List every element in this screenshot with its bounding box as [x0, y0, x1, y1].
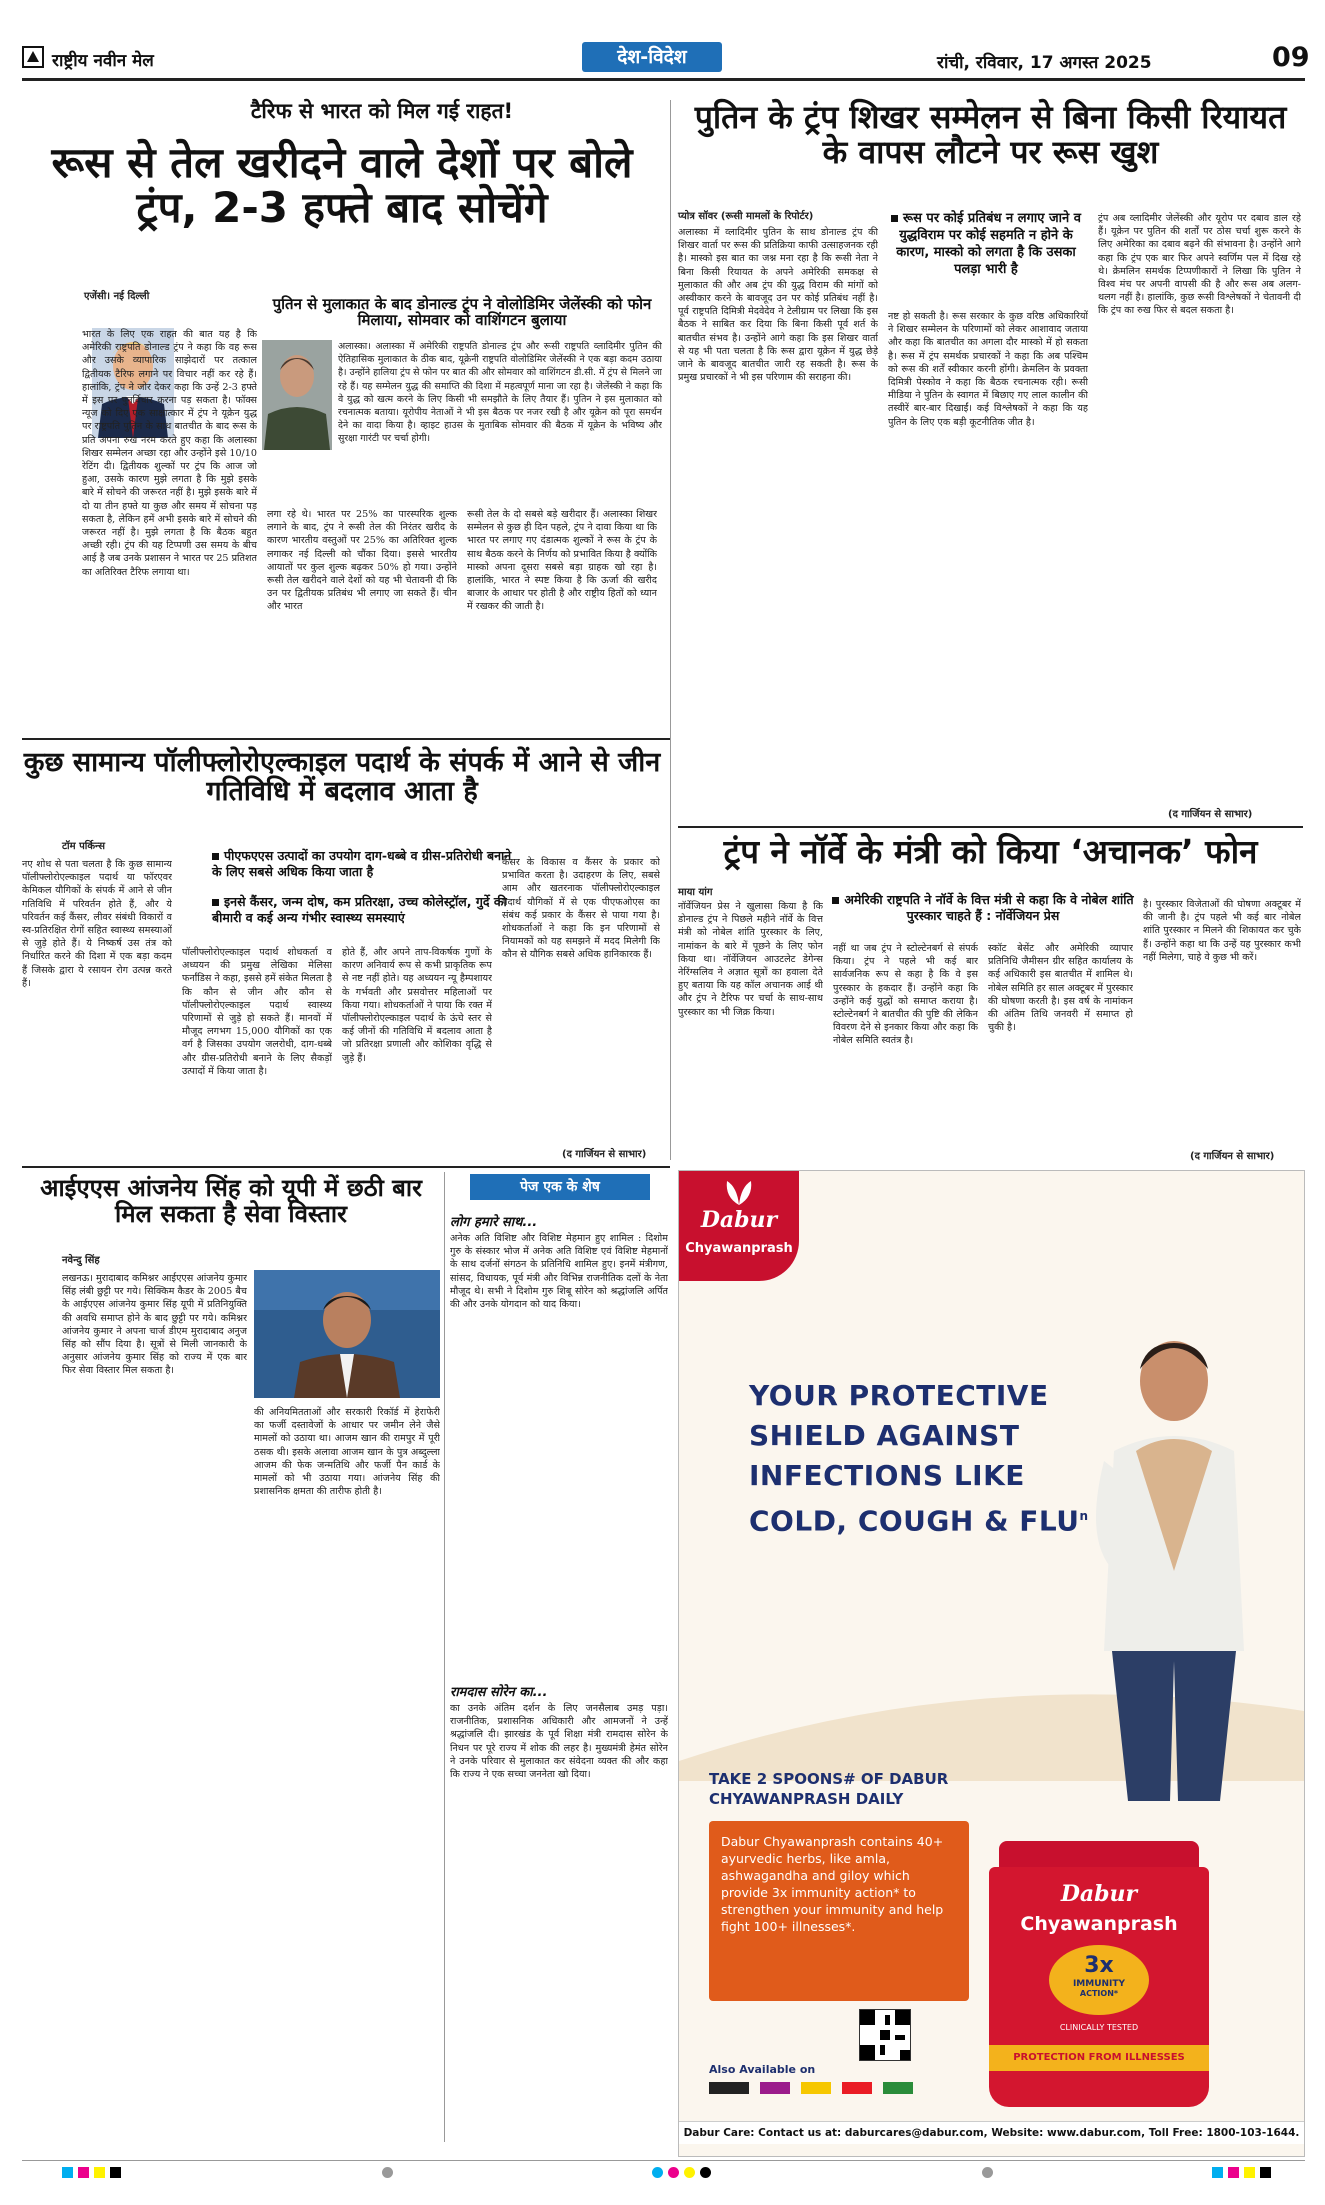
story4-col3: स्कॉट बेसेंट और अमेरिकी व्यापार प्रतिनिधि जैमीसन ग्रीर सहित कार्यालय के कई अधिकारी इस बातचीत में शामिल थे। नोबेल समिति हर साल अक्टूबर में पुरस्कार की घोषणा करती है। इस वर्ष के नामांकन की अंतिम तिथि जनवरी में समाप्त हो चुकी है।: [988, 943, 1133, 1034]
ref2-title: रामदास सोरेन का...: [450, 1685, 548, 1700]
sidebar-title: पुतिन से मुलाकात के बाद डोनाल्ड ट्रंप ने वोलोडिमिर जेलेंस्की को फोन मिलाया, सोमवार को वाशिंगटन बुलाया: [272, 295, 652, 330]
story1-kicker: टैरिफ से भारत को मिल गई राहत!: [250, 99, 514, 123]
story2-headline: पुतिन के ट्रंप शिखर सम्मेलन से बिना किसी रियायत के वापस लौटने पर रूस खुश: [694, 98, 1287, 171]
story3-col3: होते हैं, और अपने ताप-विकर्षक गुणों के कारण अनिवार्य रूप से कभी प्राकृतिक रूप से नष्ट नहीं होते। यह अध्ययन न्यू हैम्पशायर के गर्भवती और प्रसवोत्तर महिलाओं पर किया गया। शोधकर्ताओं ने पाया कि रक्त में पॉलीफ्लोरोएल्काइल पदार्थ के ऊंचे स्तर से कई जीनों की गतिविधि में बदलाव आता है जो प्रतिरक्षा प्रणाली और कोशिका वृद्धि से जुड़े हैं।: [342, 947, 492, 1064]
ad-footer-text: Dabur Care: Contact us at: daburcares@dabur.com, Website: www.dabur.com, Toll Free: 1800-103-1644.: [683, 2127, 1300, 2139]
story-russia-oil: [22, 100, 662, 730]
story-norway-call: [678, 832, 1303, 1162]
story-ias-extension: [22, 1172, 440, 2142]
story5-headline: आईएएस आंजनेय सिंह को यूपी में छठी बार मिल सकता है सेवा विस्तार: [40, 1174, 422, 1228]
ad-tagline: [749, 1376, 1109, 1541]
story2-col2: नष्ट हो सकती है। रूस सरकार के कुछ वरिष्ठ अधिकारियों ने शिखर सम्मेलन के परिणामों को लेकर आशावाद जताया और कहा कि बातचीत का अगला दौर मास्को में हो सकता है। रूस में ट्रंप समर्थक प्रचारकों ने कहा कि अब पश्चिम को रूस की शर्तें स्वीकार करनी होंगी। क्रेमलिन के प्रवक्ता दिमित्री पेस्कोव ने कहा कि बैठक रचनात्मक रही। रूसी मीडिया ने पुतिन के स्वागत में बिछाए गए लाल कालीन की तस्वीरें बार-बार दिखाईं। कई विश्लेषकों ने कहा कि यह पुतिन के लिए एक बड़ी कूटनीतिक जीत है।: [888, 311, 1088, 428]
ad-tagline-text: YOUR PROTECTIVE SHIELD AGAINST INFECTIONS LIKE COLD, COUGH & FLU: [749, 1379, 1080, 1538]
section-tab-label: देश-विदेश: [617, 46, 687, 68]
dabur-brand-block: [679, 1171, 799, 1281]
jar-brand: Dabur: [1060, 1881, 1138, 1907]
story5-byline: नवेन्दु सिंह: [62, 1255, 100, 1266]
dabur-product: Chyawanprash: [685, 1241, 793, 1256]
story1-byline: एजेंसी। नई दिल्ली: [84, 291, 150, 302]
dabur-leaf-icon: [719, 1177, 759, 1207]
story4-headline: ट्रंप ने नॉर्वे के मंत्री को किया ‘अचानक’ फोन: [723, 832, 1258, 871]
story4-source: (द गार्जियन से साभार): [1190, 1151, 1275, 1162]
story3-source: (द गार्जियन से साभार): [562, 1149, 647, 1160]
dabur-advertisement: [678, 1170, 1305, 2157]
remainder-tab: [470, 1174, 650, 1200]
ad-details-text: Dabur Chyawanprash contains 40+ ayurvedic herbs, like amla, ashwagandha and giloy which provide 3x immunity action* to strengthen your immunity and help fight 100+ illnesses*.: [721, 1834, 944, 1934]
remainder-tab-label: पेज एक के शेष: [520, 1179, 600, 1195]
story1-headline: रूस से तेल खरीदने वाले देशों पर बोले ट्रंप, 2-3 हफ्ते बाद सोचेंगे: [51, 138, 633, 233]
ref2-body: का उनके अंतिम दर्शन के लिए जनसैलाब उमड़ पड़ा। राजनीतिक, प्रशासनिक अधिकारी और आमजनों ने उन्हें श्रद्धांजलि दी। झारखंड के पूर्व शिक्षा मंत्री रामदास सोरेन के निधन पर पूरे राज्य में शोक की लहर है। मुख्यमंत्री हेमंत सोरेन ने उनके परिवार से मुलाकात कर संवेदना व्यक्त की और कहा कि राज्य ने एक सच्चा जननेता खो दिया।: [450, 1703, 668, 1781]
story3-col2: पॉलीफ्लोरोएल्काइल पदार्थ शोधकर्ता व अध्ययन की प्रमुख लेखिका मेलिसा फर्नांडिस ने कहा, इससे हमें संकेत मिलता है कि कौन से जीन और कौन से पॉलीफ्लोरोएल्काइल पदार्थ स्वास्थ्य परिणामों से जुड़े हो सकते हैं। मानवों में मौजूद लगभग 15,000 यौगिकों का एक वर्ग है जिसका उपयोग जलरोधी, दाग-धब्बे और ग्रीस-प्रतिरोधी बनाने के लिए सैकड़ों उत्पादों में किया जाता है।: [182, 947, 332, 1077]
story4-col2: नहीं था जब ट्रंप ने स्टोल्टेनबर्ग से संपर्क किया। ट्रंप ने पहले भी कई बार सार्वजनिक रूप से कहा है कि वे इस पुरस्कार के हकदार हैं। उन्होंने कहा कि उन्होंने कई युद्धों को समाप्त कराया है। स्टोल्टेनबर्ग ने बातचीत की पुष्टि की लेकिन विवरण देने से इनकार किया और कहा कि नोबेल समिति स्वतंत्र है।: [833, 943, 978, 1047]
story3-col1: नए शोध से पता चलता है कि कुछ सामान्य पॉलीफ्लोरोएल्काइल पदार्थ या फॉरएवर केमिकल यौगिकों के संपर्क में आने से जीन गतिविधि में परिवर्तन होते हैं, और ये परिवर्तन कई कैंसर, लीवर संबंधी विकारों व स्व-प्रतिरक्षित रोगों सहित स्वास्थ्य समस्याओं से जुड़े होते हैं। ये निष्कर्ष उस तंत्र को निर्धारित करने की दिशा में एक बड़ा कदम हैं जिसके द्वारा ये रसायन रोग उत्पन्न करते हैं।: [22, 859, 172, 989]
story2-source: (द गार्जियन से साभार): [1168, 809, 1253, 820]
badge-top: 3x: [1084, 1953, 1114, 1978]
qr-code-icon[interactable]: [859, 2009, 911, 2061]
page-one-remainder: [450, 1172, 670, 2142]
retailer-logo-icon[interactable]: [760, 2082, 790, 2094]
story-pfas: [22, 744, 662, 1164]
story-putin-summit: [678, 100, 1303, 820]
registration-dot: [652, 2167, 663, 2178]
story4-byline: माया यांग: [678, 887, 713, 898]
chyawanprash-jar: [979, 1841, 1219, 2111]
callout-bullet-icon: [891, 215, 898, 222]
story2-callout: रूस पर कोई प्रतिबंध न लगाए जाने व युद्धविराम पर कोई सहमति न होने के कारण, मास्को को लगता है कि उसका पलड़ा भारी है: [886, 210, 1086, 278]
story4-callout-bullet-icon: [832, 897, 839, 904]
retailer-logo-icon[interactable]: [842, 2082, 872, 2094]
story4-col1: नॉर्वेजियन प्रेस ने खुलासा किया है कि डोनाल्ड ट्रंप ने पिछले महीने नॉर्वे के वित्त मंत्री को नोबेल शांति पुरस्कार के लिए, नामांकन के बारे में पूछने के लिए फोन किया था। नॉर्वेजियन आउटलेट डेगेन्स नेरिंग्सलिव ने अज्ञात सूत्रों का हवाला देते हुए बताया कि यह कॉल अचानक आई थी और ट्रंप ने टैरिफ पर चर्चा के साथ-साथ पुरस्कार का भी जिक्र किया।: [678, 901, 823, 1018]
ad-footer: [679, 2121, 1304, 2144]
immunity-badge: [1049, 1945, 1149, 2015]
registration-square: [62, 2167, 73, 2178]
registration-dot: [684, 2167, 695, 2178]
dateline: रांची, रविवार, 17 अगस्त 2025: [937, 53, 1152, 73]
story2-col3: ट्रंप अब व्लादिमीर जेलेंस्की और यूरोप पर दबाव डाल रहे हैं। यूक्रेन पर पुतिन की शर्तों पर ठोस चर्चा शुरू करने के लिए अमेरिका का दबाव बढ़ने की संभावना है। उन्होंने आगे कहा कि ट्रंप एक बार फिर अपने स्वर्णिम पल में दिख रहे थे। क्रेमलिन समर्थक टिप्पणीकारों ने लिखा कि पुतिन ने विश्व मंच पर अपनी वापसी की है और रूस अब अलग-थलग नहीं है। हालांकि, कुछ रूसी विश्लेषकों ने चेतावनी दी कि ट्रंप का रुख फिर से बदल सकता है।: [1098, 213, 1301, 317]
story4-callout: अमेरिकी राष्ट्रपति ने नॉर्वे के वित्त मंत्री से कहा कि वे नोबेल शांति पुरस्कार चाहते हैं : नॉर्वेजियन प्रेस: [828, 892, 1138, 924]
story3-callout2: इनसे कैंसर, जन्म दोष, कम प्रतिरक्षा, उच्च कोलेस्ट्रॉल, गुर्दे की बीमारी व कई अन्य गंभीर स्वास्थ्य समस्याएं: [212, 894, 507, 925]
story1-col3: रूसी तेल के दो सबसे बड़े खरीदार हैं। अलास्का शिखर सम्मेलन से कुछ ही दिन पहले, ट्रंप ने दावा किया था कि भारत पर लगाए गए दंडात्मक शुल्कों ने रूस के ट्रंप के साथ बैठक करने के निर्णय को प्रभावित किया है क्योंकि मास्को अपना दूसरा सबसे बड़ा ग्राहक खो रहा है। हालांकि, भारत ने स्पष्ट किया है कि ऊर्जा की खरीद बाजार के आधार पर होती है और राष्ट्रीय हितों को ध्यान में रखकर की जाती है।: [467, 509, 657, 613]
masthead: [22, 40, 1310, 84]
retailer-logos: [709, 2079, 979, 2095]
retailer-logo-icon[interactable]: [709, 2082, 749, 2094]
jar-product: Chyawanprash: [1020, 1913, 1178, 1935]
ias-officer-photo: [254, 1270, 440, 1398]
zelensky-sidebar: [262, 296, 662, 502]
dabur-brand: Dabur: [700, 1207, 778, 1233]
registration-dot: [700, 2167, 711, 2178]
ref1-title: लोग हमारे साथ...: [450, 1215, 538, 1230]
registration-square: [78, 2167, 89, 2178]
badge-mid: IMMUNITY: [1072, 1979, 1126, 1989]
ad-details: [709, 1821, 969, 2001]
zelensky-photo: [262, 340, 332, 450]
retailer-logo-icon[interactable]: [801, 2082, 831, 2094]
paper-logo-icon: [22, 46, 44, 68]
story3-headline: कुछ सामान्य पॉलीफ्लोरोएल्काइल पदार्थ के संपर्क में आने से जीन गतिविधि में बदलाव आता है: [23, 747, 661, 808]
jar-strip-text: PROTECTION FROM ILLNESSES: [1013, 2052, 1185, 2063]
badge-bottom: ACTION*: [1079, 1989, 1119, 1998]
ad-tagline-super: n: [1079, 1509, 1089, 1523]
also-available-label: Also Available on: [709, 2063, 816, 2076]
jar-subtext: CLINICALLY TESTED: [1059, 2023, 1139, 2032]
registration-square: [1228, 2167, 1239, 2178]
story3-callout1: पीएफएएस उत्पादों का उपयोग दाग-धब्बे व ग्रीस-प्रतिरोधी बनाने के लिए सबसे अधिक किया जाता है: [212, 848, 512, 879]
story3-byline: टॉम पर्किन्स: [62, 841, 106, 852]
registration-dot: [982, 2167, 993, 2178]
jar-strip: [989, 2045, 1209, 2071]
page-number: 09: [1272, 42, 1310, 73]
registration-square: [1244, 2167, 1255, 2178]
ad-cta: TAKE 2 SPOONS# OF DABUR CHYAWANPRASH DAILY: [709, 1770, 949, 1808]
registration-square: [110, 2167, 121, 2178]
story4-col4: है। पुरस्कार विजेताओं की घोषणा अक्टूबर में की जानी है। ट्रंप पहले भी कई बार नोबेल शांति पुरस्कार न मिलने की शिकायत कर चुके हैं। उन्होंने कहा था कि उन्हें यह पुरस्कार कभी नहीं मिलेगा, चाहे वे कुछ भी करें।: [1143, 899, 1301, 963]
registration-dot: [668, 2167, 679, 2178]
ref1-body: अनेक अति विशिष्ट और विशिष्ट मेहमान हुए शामिल : दिशोम गुरु के संस्कार भोज में अनेक अति विशिष्ट एवं विशिष्ट मेहमानों के साथ दर्जनों संगठन के प्रतिनिधि शामिल हुए। इनमें मंत्रीगण, सांसद, विधायक, पूर्व मंत्री और विभिन्न राजनीतिक दलों के नेता मौजूद थे। सभी ने दिशोम गुरु शिबू सोरेन को श्रद्धांजलि अर्पित की और उनके योगदान को याद किया।: [450, 1233, 668, 1311]
registration-square: [1212, 2167, 1223, 2178]
paper-name: राष्ट्रीय नवीन मेल: [52, 51, 154, 71]
registration-dot: [382, 2167, 393, 2178]
story5-col2: की अनियमितताओं और सरकारी रिकॉर्ड में हेराफेरी का फर्जी दस्तावेजों के आधार पर जमीन लेने जैसे मामलों को उठाया था। आजम खान की रामपुर में पूरी ठसक थी। इसके अलावा आजम खान के पुत्र अब्दुल्ला आजम की फेक जन्मतिथि और फर्जी पैन कार्ड के मामलों को भी उठाया गया। आंजनेय सिंह की प्रशासनिक क्षमता की तारीफ होती है।: [254, 1407, 440, 1498]
registration-square: [94, 2167, 105, 2178]
ad-celebrity: [1074, 1321, 1254, 1801]
story1-col2: लगा रहे थे। भारत पर 25% का पारस्परिक शुल्क लगाने के बाद, ट्रंप ने रूसी तेल की निरंतर खरीद के कारण भारतीय वस्तुओं पर 25% का अतिरिक्त शुल्क लगाकर नई दिल्ली को चौंका दिया। इससे भारतीय आयातों पर कुल शुल्क बढ़कर 50% हो गया। उन्होंने रूसी तेल खरीदने वाले देशों को यह भी चेतावनी दी कि उन पर द्वितीयक प्रतिबंध भी लगाए जा सकते हैं। चीन और भारत: [267, 509, 457, 613]
story2-col1: अलास्का में व्लादिमीर पुतिन के साथ डोनाल्ड ट्रंप की शिखर वार्ता पर रूस की प्रतिक्रिया काफी उत्साहजनक रही है। मास्को इस बात का जश्न मना रहा है कि रूसी नेता ने बिना किसी रियायत के अपने अमेरिकी समकक्ष से मुलाकात की और अब ट्रंप की युद्ध विराम की मांगों को अस्वीकार करने के बावजूद उन पर कोई प्रतिबंध नहीं है। पूर्व राष्ट्रपति दिमित्री मेदवेदेव ने टेलीग्राम पर लिखा कि इस बैठक ने साबित कर दिया कि बिना किसी पूर्व शर्त के बातचीत संभव है। उन्होंने आगे कहा कि इस शिखर वार्ता से यह भी पता चलता है कि रूस द्वारा यूक्रेन में युद्ध छेड़े जाने के बावजूद बातचीत जारी रह सकती है। रूस के प्रमुख प्रचारकों ने भी इस परिणाम की सराहना की।: [678, 227, 878, 384]
story1-col1: भारत के लिए एक राहत की बात यह है कि अमेरिकी राष्ट्रपति डोनाल्ड ट्रंप ने कहा कि वह रूस और उसके व्यापारिक साझेदारों पर तत्काल द्वितीयक टैरिफ लगाने पर विचार नहीं कर रहे हैं। हालांकि, ट्रंप ने जोर देकर कहा कि उन्हें 2-3 हफ्ते में इस पर पुनर्विचार करना पड़ सकता है। फॉक्स न्यूज को दिए एक साक्षात्कार में ट्रंप ने यूक्रेन युद्ध पर राष्ट्रपति पुतिन के साथ बातचीत के बाद रूस के प्रति अपना रुख नरम करते हुए कहा कि अलास्का शिखर सम्मेलन अच्छा रहा और उन्होंने इसे 10/10 रेटिंग दी। द्वितीयक शुल्कों पर ट्रंप कि आज जो हुआ, उसके कारण मुझे लगता है कि मुझे इसके बारे में सोचने की जरूरत नहीं है। मुझे इसके बारे में दो या तीन हफ्ते या कुछ और समय में सोचना पड़ सकता है, लेकिन हमें अभी इसके बारे में सोचने की जरूरत नहीं है। मुझे लगता है कि बैठक बहुत अच्छी रही। ट्रंप की यह टिप्पणी उस समय के बीच आई है जब उनके प्रशासन ने भारत पर 25 प्रतिशत का अतिरिक्त टैरिफ लगाया था।: [82, 329, 257, 578]
story3-col4: कैंसर के विकास व कैंसर के प्रकार को प्रभावित करता है। उदाहरण के लिए, सबसे आम और खतरनाक पॉलीफ्लोरोएल्काइल पदार्थ यौगिकों में से एक पीएफओएस का संबंध कई प्रकार के कैंसर से पाया गया है। शोधकर्ताओं ने कहा कि इन परिणामों से नियामकों को यह समझने में मदद मिलेगी कि कौन से यौगिक सबसे अधिक हानिकारक हैं।: [502, 857, 660, 961]
callout1-bullet-icon: [212, 853, 219, 860]
story2-byline: प्योत्र सॉवर (रूसी मामलों के रिपोर्टर): [678, 211, 814, 222]
story5-col1: लखनऊ। मुरादाबाद कमिश्नर आईएएस आंजनेय कुमार सिंह लंबी छुट्टी पर गये। सिक्किम कैडर के 2005 बैच के आईएएस आंजनेय कुमार सिंह यूपी में प्रतिनियुक्ति की अवधि समाप्त होने के बाद छुट्टी पर गये। कमिश्नर आंजनेय कुमार ने अपना चार्ज डीएम मुरादाबाद अनुज सिंह को सौंप दिया है। सूत्रों से मिली जानकारी के अनुसार आंजनेय कुमार सिंह को राज्य में एक बार फिर सेवा विस्तार मिल सकता है।: [62, 1273, 247, 1377]
sidebar-body: अलास्का। अलास्का में अमेरिकी राष्ट्रपति डोनाल्ड ट्रंप और रूसी राष्ट्रपति व्लादिमीर पुतिन की ऐतिहासिक मुलाकात के ठीक बाद, यूक्रेनी राष्ट्रपति वोलोडिमिर जेलेंस्की ने एक बड़ा कदम उठाया है। उन्होंने हालिया ट्रंप से फोन पर बात की और सोमवार को वाशिंगटन डी.सी. में ट्रंप से मिलने जा रहे हैं। यह सम्मेलन युद्ध की समाप्ति की दिशा में महत्वपूर्ण माना जा रहा है। जेलेंस्की ने कहा कि वे युद्ध को खत्म करने के लिए किसी भी समझौते के लिए तैयार हैं। पुतिन ने इस मुलाकात को रचनात्मक बताया। यूरोपीय नेताओं ने भी इस बैठक पर नजर रखी है और यूक्रेन को पूरा समर्थन देने का वादा किया है। व्हाइट हाउस के मुताबिक सोमवार की बैठक में यूक्रेन के भविष्य और सुरक्षा गारंटी पर चर्चा होगी।: [338, 341, 662, 445]
jar-lid: [999, 1841, 1199, 1869]
callout2-bullet-icon: [212, 899, 219, 906]
registration-square: [1260, 2167, 1271, 2178]
retailer-logo-icon[interactable]: [883, 2082, 913, 2094]
registration-bar: [22, 2160, 1305, 2181]
section-tab: [582, 42, 722, 72]
